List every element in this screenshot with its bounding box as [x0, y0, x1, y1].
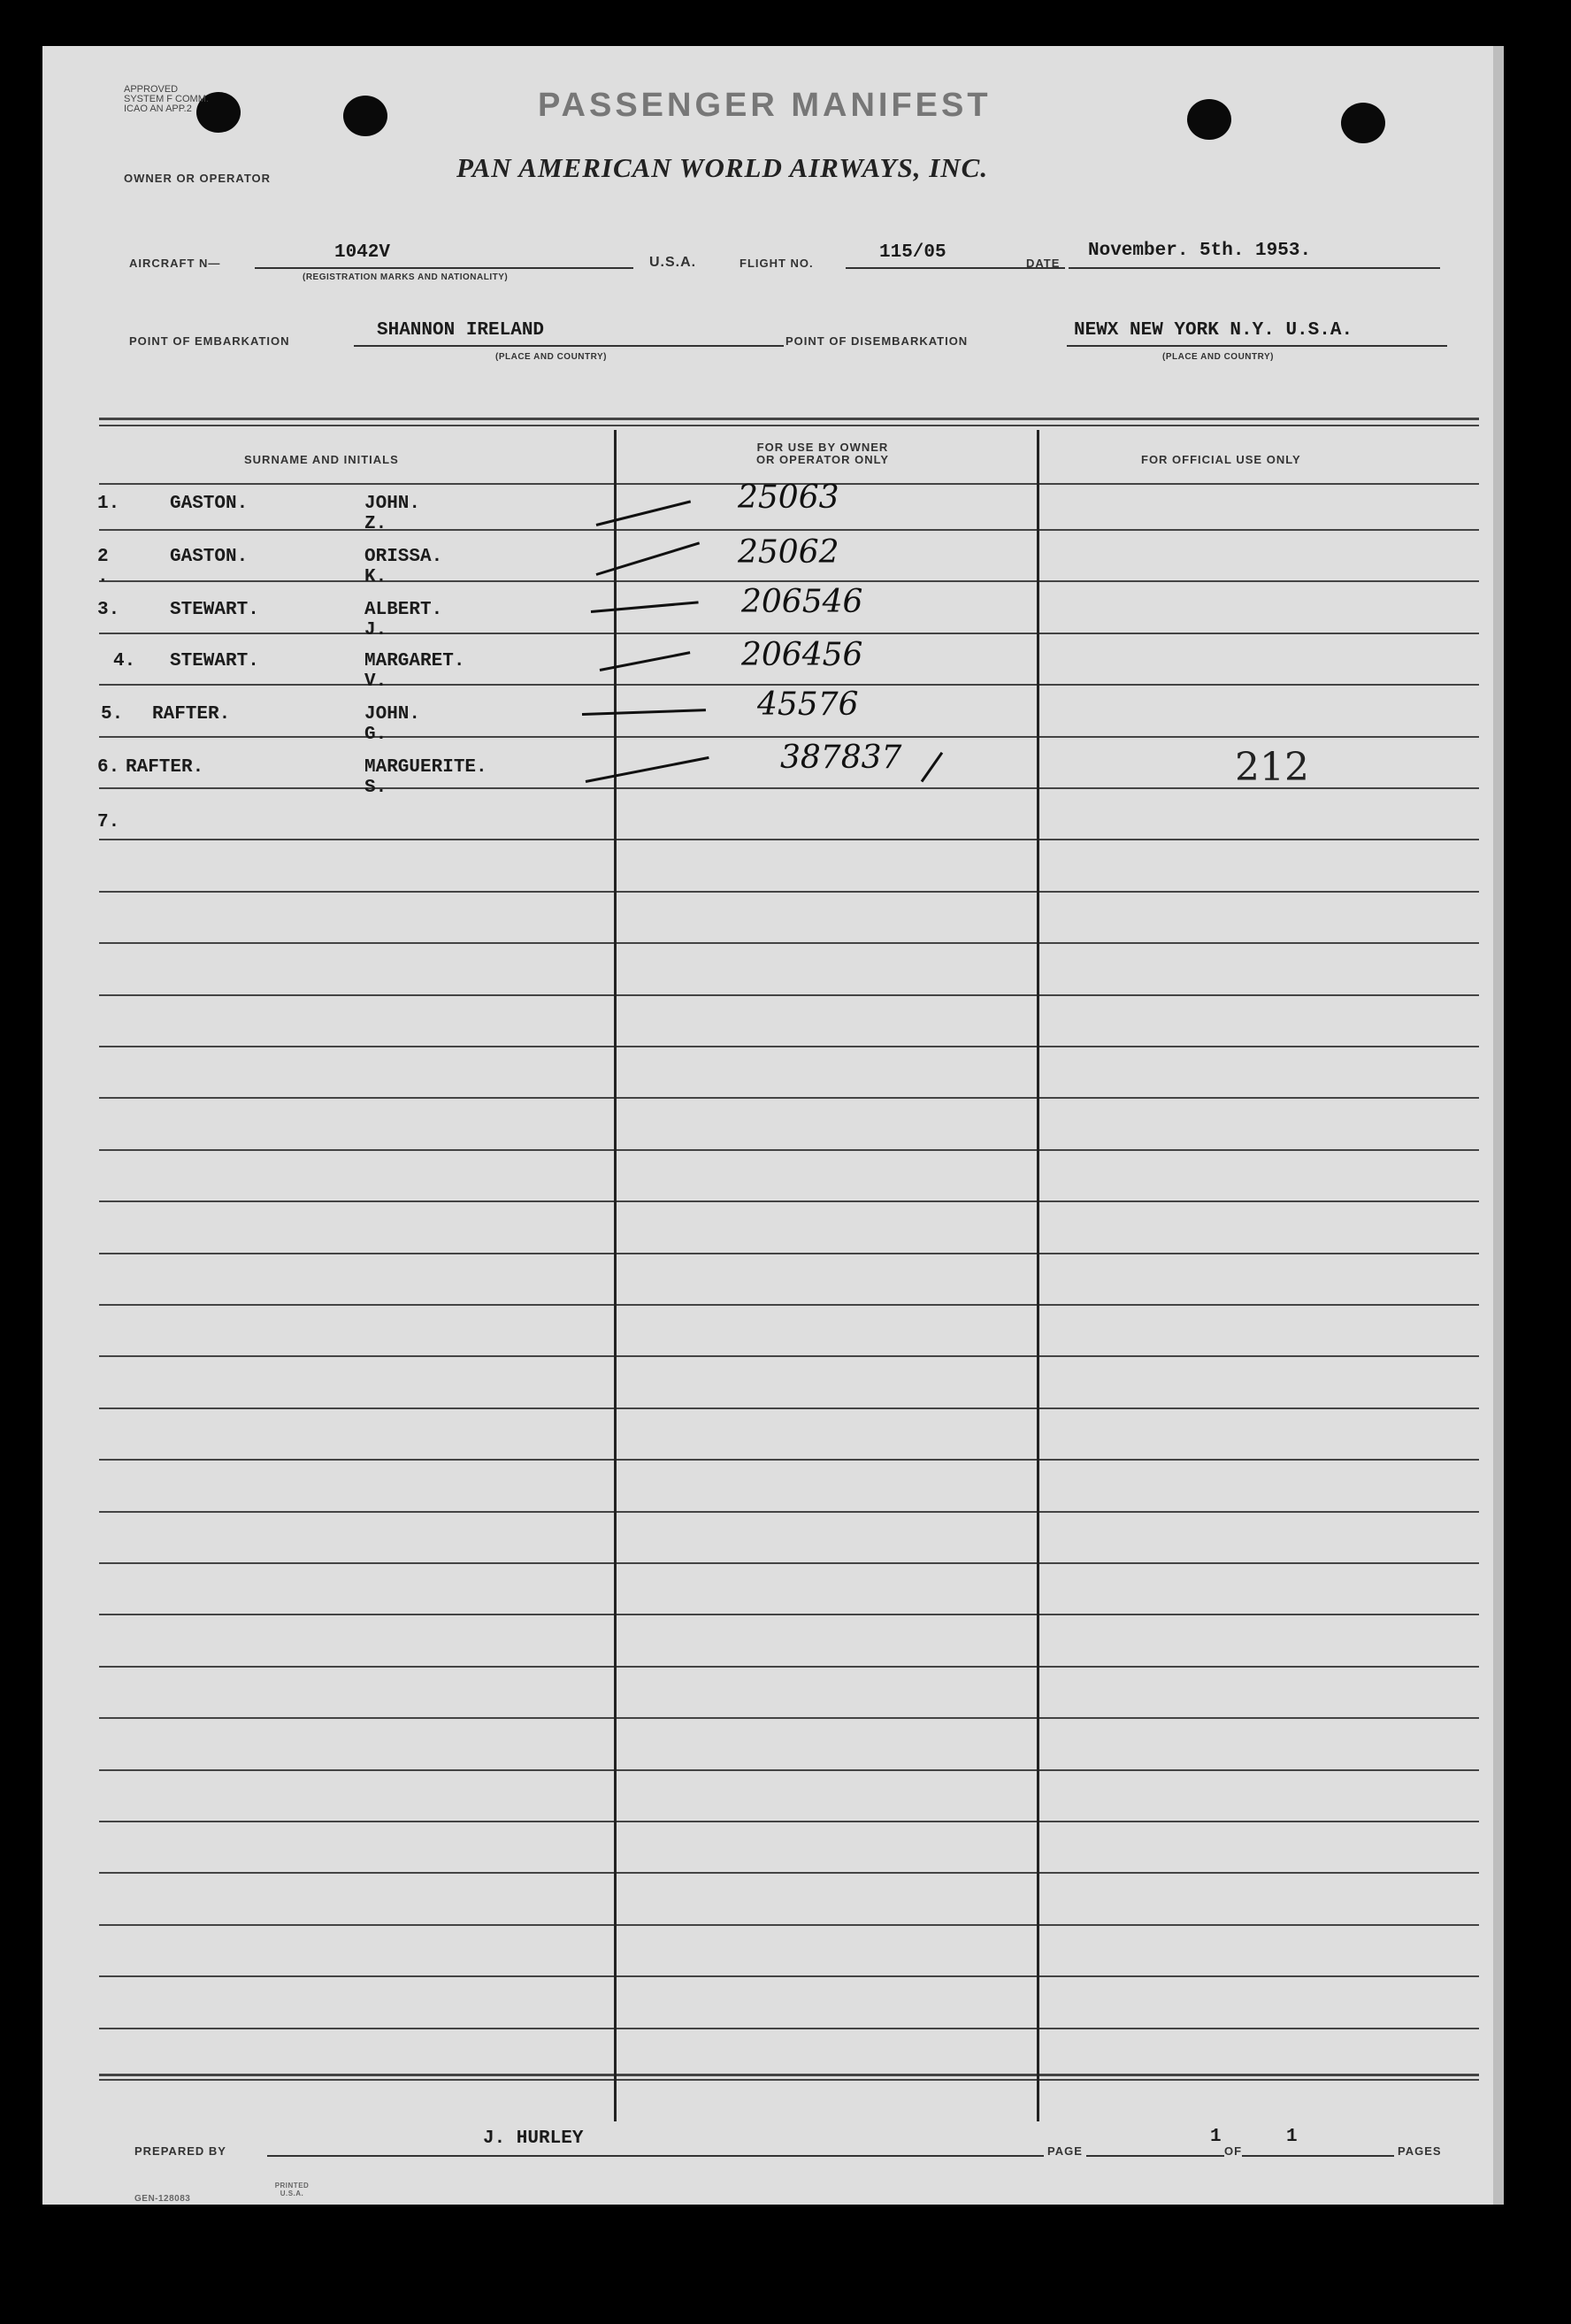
table-rule [99, 1666, 1479, 1668]
passenger-surname: RAFTER. [152, 704, 231, 725]
passenger-surname: RAFTER. [126, 757, 204, 778]
prepared-label: PREPARED BY [134, 2144, 226, 2158]
column-divider [1037, 430, 1039, 2121]
handwritten-stroke [596, 500, 691, 526]
col-owner-header-2: OR OPERATOR ONLY [755, 453, 890, 466]
table-rule [99, 2028, 1479, 2029]
of-value: 1 [1286, 2127, 1298, 2147]
form-code: GEN-128083 [134, 2194, 191, 2204]
row-number: 6. [97, 757, 120, 778]
flight-label: FLIGHT NO. [740, 257, 814, 270]
date-value: November. 5th. 1953. [1088, 241, 1312, 261]
table-rule [99, 1200, 1479, 1202]
table-rule [99, 1872, 1479, 1874]
embark-value: SHANNON IRELAND [377, 320, 545, 341]
table-rule [99, 994, 1479, 996]
disembark-value: NEWX NEW YORK N.Y. U.S.A. [1074, 320, 1353, 341]
punch-hole [343, 96, 387, 136]
row-number: 2 . [97, 547, 109, 587]
passenger-surname: STEWART. [170, 600, 259, 620]
table-rule [99, 1975, 1479, 1977]
table-rule [99, 529, 1479, 531]
table-rule [99, 633, 1479, 634]
flight-value: 115/05 [879, 242, 946, 263]
passenger-initials: JOHN. G. [364, 704, 421, 745]
row-number: 3. [97, 600, 120, 620]
passenger-ticket-number: 45576 [757, 686, 859, 723]
approval-block [124, 85, 209, 114]
page-value: 1 [1210, 2127, 1222, 2147]
passenger-ticket-number: 25062 [738, 534, 839, 571]
page-label: PAGE [1044, 2144, 1086, 2158]
table-rule [99, 1717, 1479, 1719]
disembark-place-caption: (PLACE AND COUNTRY) [1162, 352, 1274, 362]
passenger-ticket-number: 206546 [741, 584, 863, 620]
passenger-ticket-number: 25063 [738, 479, 839, 516]
approval-line: SYSTEM F COMM. [124, 94, 209, 104]
handwritten-stroke [596, 541, 701, 576]
aircraft-label: AIRCRAFT N— [129, 257, 221, 270]
table-rule [99, 1459, 1479, 1461]
of-label: OF [1224, 2144, 1243, 2158]
embark-label: POINT OF EMBARKATION [129, 334, 290, 348]
embark-place-caption: (PLACE AND COUNTRY) [495, 352, 607, 362]
passenger-initials: JOHN. Z. [364, 494, 421, 534]
handwritten-stroke [921, 752, 943, 782]
table-rule [99, 1253, 1479, 1254]
table-rule [99, 736, 1479, 738]
table-rule [99, 580, 1479, 582]
handwritten-stroke [582, 709, 706, 716]
table-rule [99, 942, 1479, 944]
table-rule [99, 1407, 1479, 1409]
row-number: 1. [97, 494, 120, 514]
table-rule [99, 1149, 1479, 1151]
passenger-ticket-number: 387837 [780, 740, 902, 776]
table-rule [99, 1304, 1479, 1306]
pages-label: PAGES [1394, 2144, 1442, 2158]
table-rule [99, 1355, 1479, 1357]
handwritten-stroke [591, 601, 699, 613]
printer-stamp: PRINTED U.S.A. [274, 2182, 310, 2197]
passenger-surname: GASTON. [170, 547, 249, 567]
table-rule [99, 2074, 1479, 2076]
official-entry: 212 [1235, 745, 1309, 790]
column-divider [614, 430, 617, 2121]
owner-label: OWNER OR OPERATOR [124, 172, 272, 185]
table-rule [99, 684, 1479, 686]
punch-hole [1341, 103, 1385, 143]
approval-line: ICAO AN APP.2 [124, 104, 192, 114]
usa-label: U.S.A. [649, 255, 697, 270]
passenger-surname: GASTON. [170, 494, 249, 514]
row-number: 7. [97, 812, 120, 832]
disembark-label: POINT OF DISEMBARKATION [786, 334, 969, 348]
approval-line: APPROVED [124, 84, 179, 95]
table-rule [99, 1562, 1479, 1564]
passenger-initials: MARGUERITE. S. [364, 757, 487, 798]
passenger-surname: STEWART. [170, 651, 259, 671]
table-rule [99, 891, 1479, 893]
table-rule [99, 1511, 1479, 1513]
table-rule [99, 1924, 1479, 1926]
prepared-value: J. HURLEY [483, 2128, 584, 2149]
date-label: DATE [1026, 257, 1061, 270]
passenger-initials: MARGARET. V. [364, 651, 465, 692]
punch-hole [1187, 99, 1231, 140]
col-official-header: FOR OFFICIAL USE ONLY [1141, 453, 1301, 466]
row-number: 4. [113, 651, 136, 671]
aircraft-value: 1042V [334, 242, 391, 263]
table-rule [99, 1614, 1479, 1615]
passenger-initials: ALBERT. J. [364, 600, 443, 640]
col-owner-header-1: FOR USE BY OWNER [756, 441, 889, 454]
table-rule [99, 1821, 1479, 1822]
registration-caption: (REGISTRATION MARKS AND NATIONALITY) [303, 272, 509, 282]
col-name-header: SURNAME AND INITIALS [244, 453, 399, 466]
handwritten-stroke [586, 756, 709, 783]
passenger-initials: ORISSA. K. [364, 547, 443, 587]
table-rule [99, 1769, 1479, 1771]
table-rule [99, 1046, 1479, 1047]
row-number: 5. [101, 704, 124, 725]
manifest-form [42, 46, 1504, 2205]
passenger-ticket-number: 206456 [741, 637, 863, 673]
table-rule [99, 839, 1479, 840]
owner-value: PAN AMERICAN WORLD AIRWAYS, INC. [456, 152, 989, 183]
form-title: PASSENGER MANIFEST [538, 87, 992, 124]
table-rule [99, 2079, 1479, 2081]
table-rule [99, 1097, 1479, 1099]
